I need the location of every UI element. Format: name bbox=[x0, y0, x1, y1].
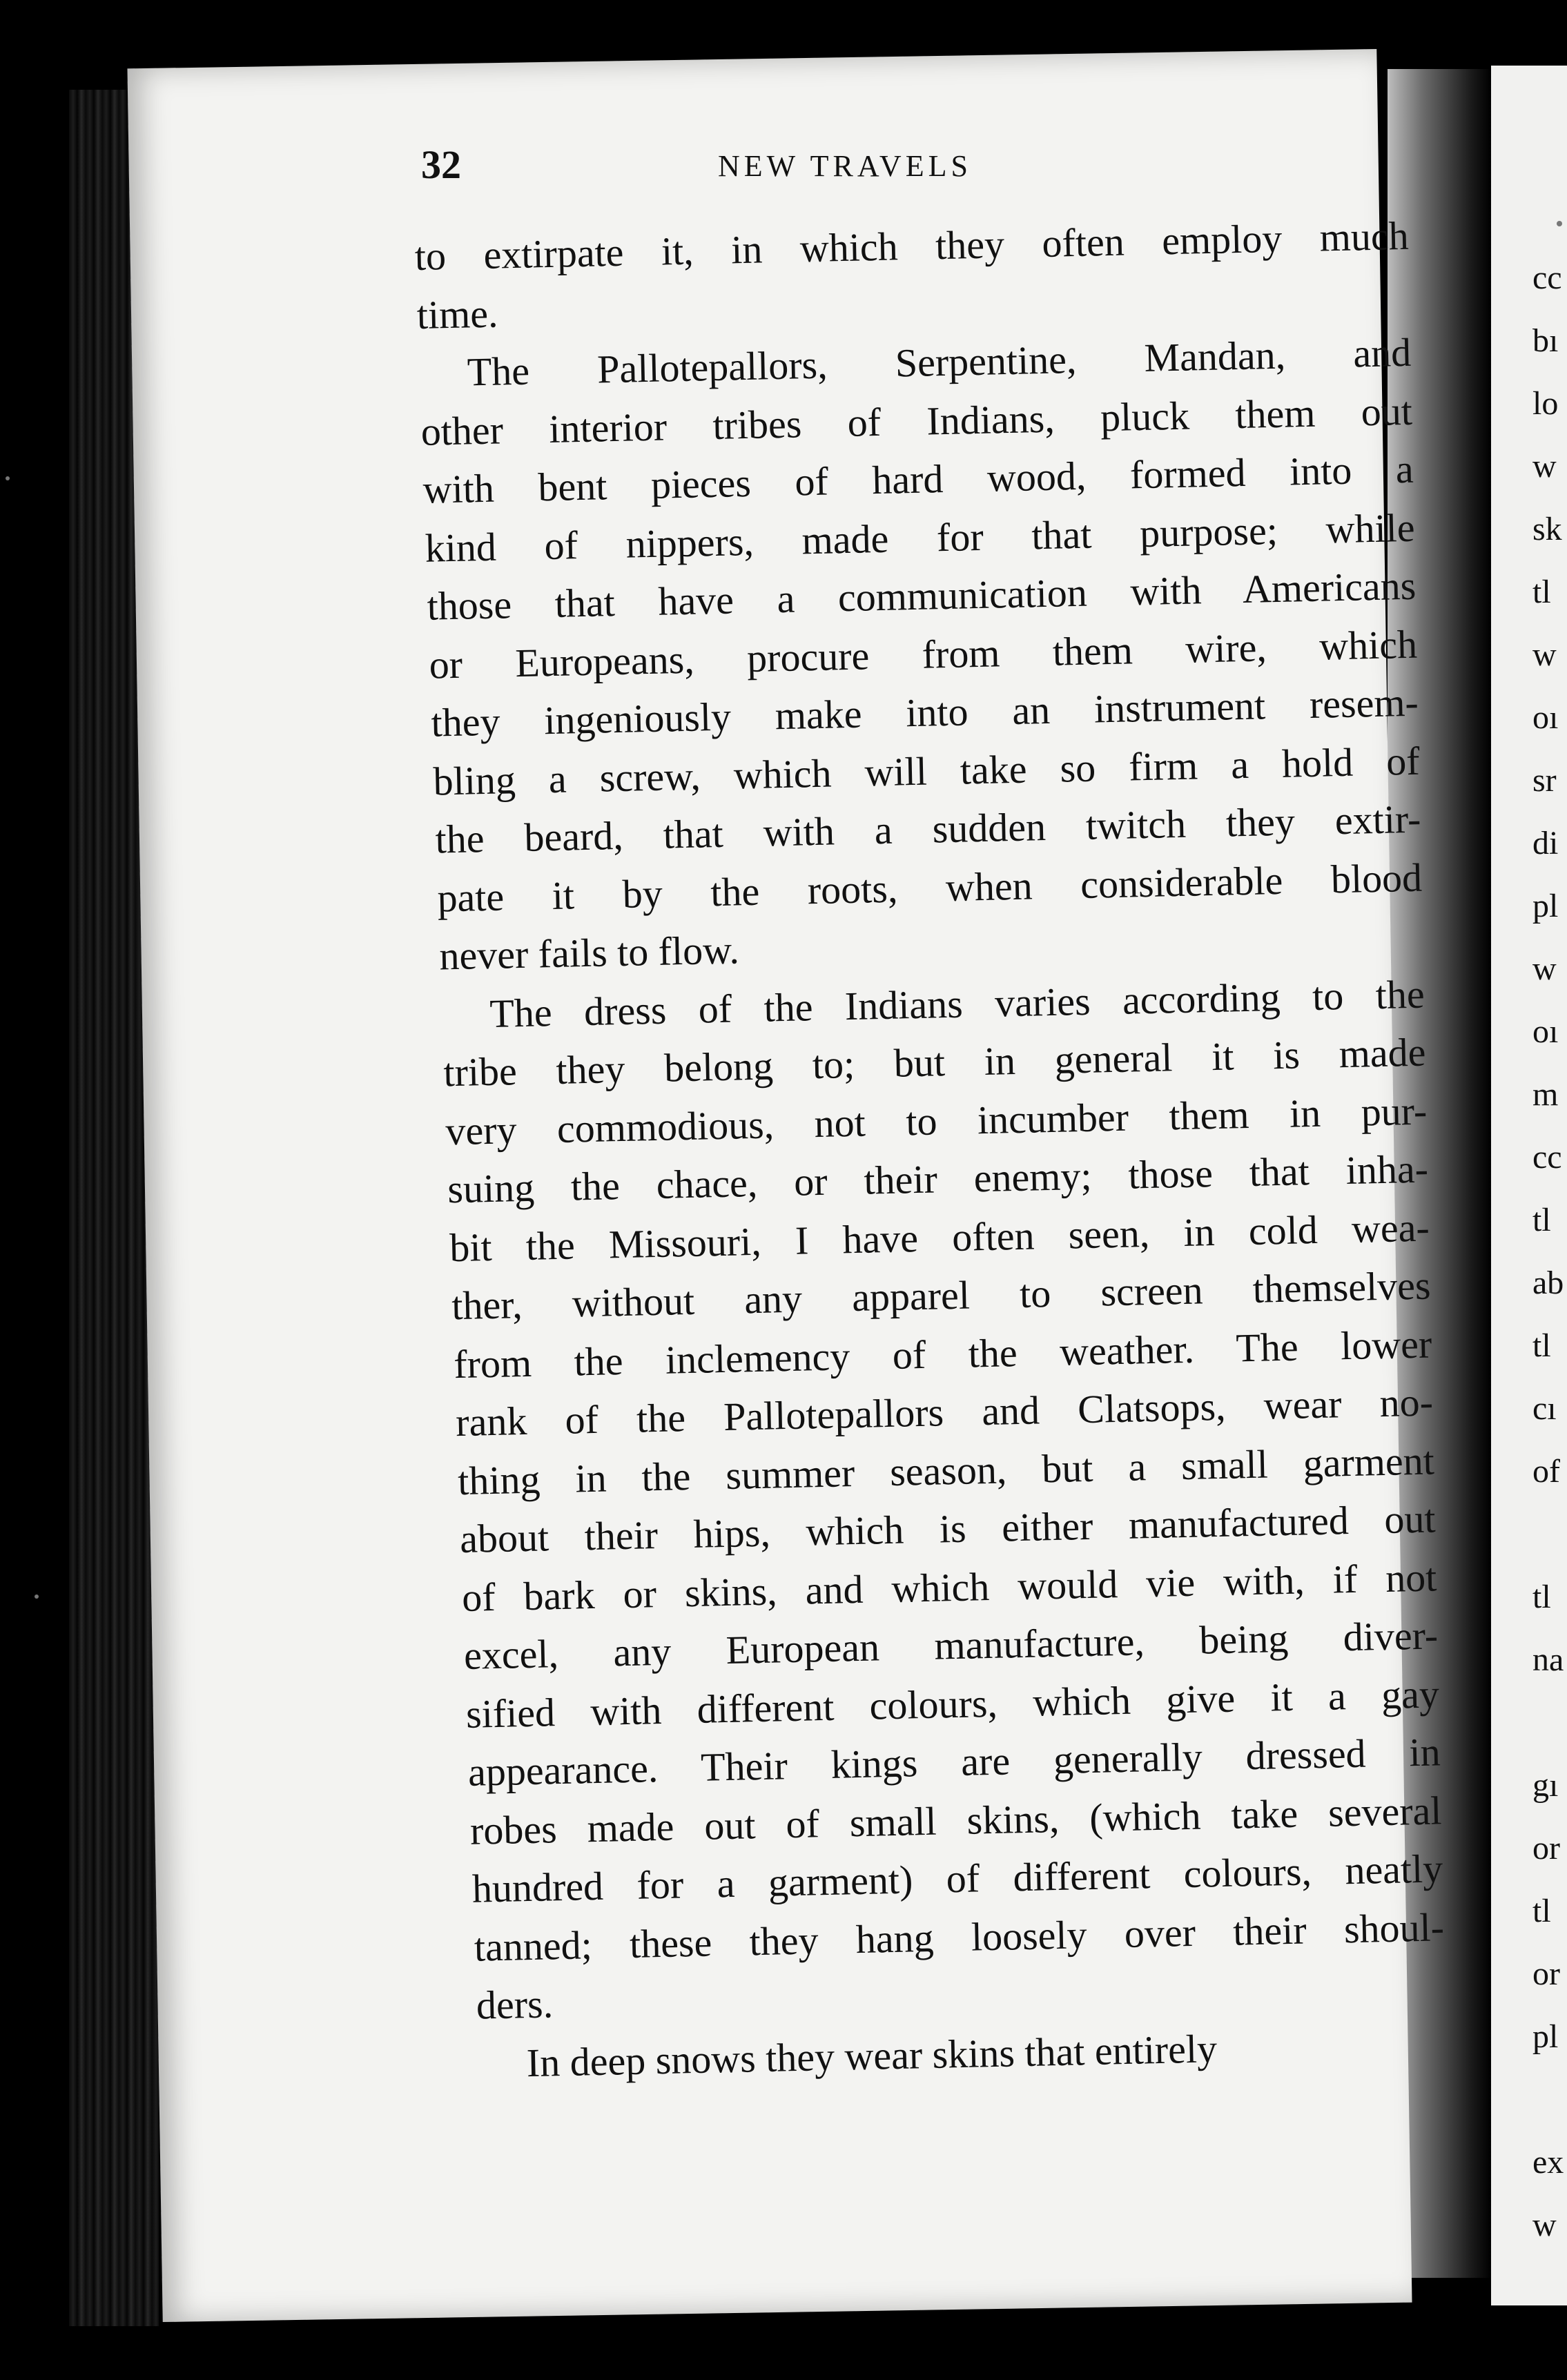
text-line: tanned; these they hang loosely over their shoul- bbox=[474, 1904, 1445, 1970]
facing-page-fragment: ex bbox=[1532, 2144, 1564, 2181]
facing-page-fragment: oı bbox=[1532, 699, 1559, 736]
text-line: other interior tribes of Indians, pluck them out bbox=[420, 388, 1413, 454]
text-line: time. bbox=[416, 290, 499, 338]
facing-page-fragment: pl bbox=[1532, 888, 1559, 924]
text-line: In deep snows they wear skins that entirely bbox=[526, 2025, 1218, 2085]
facing-page-fragment: sr bbox=[1532, 762, 1557, 799]
facing-page-fragment: cc bbox=[1532, 260, 1562, 296]
text-line: bit the Missouri, I have often seen, in cold wea- bbox=[449, 1204, 1430, 1270]
running-head: NEW TRAVELS bbox=[718, 149, 972, 183]
text-line: The Pallotepallors, Serpentine, Mandan, and bbox=[467, 329, 1412, 395]
text-line: from the inclemency of the weather. The lower bbox=[453, 1320, 1432, 1387]
facing-page-fragment: gı bbox=[1532, 1767, 1559, 1804]
facing-page-fragment: w bbox=[1532, 636, 1557, 673]
facing-page bbox=[1491, 66, 1567, 2305]
text-line: with bent pieces of hard wood, formed into a bbox=[422, 446, 1414, 512]
paper-speck bbox=[1557, 221, 1562, 226]
facing-page-fragment: cc bbox=[1532, 1139, 1562, 1176]
text-line: to extirpate it, in which they often employ much bbox=[414, 213, 1410, 279]
facing-page-fragment: tl bbox=[1532, 574, 1551, 610]
text-line: the beard, that with a sudden twitch they extir- bbox=[434, 796, 1421, 862]
facing-page-fragment: oı bbox=[1532, 1013, 1559, 1050]
text-line: ther, without any apparel to screen themselves bbox=[451, 1262, 1432, 1329]
facing-page-fragment: w bbox=[1532, 950, 1557, 987]
text-line: sified with different colours, which give it a gay bbox=[465, 1670, 1440, 1737]
text-line: those that have a communication with Americans bbox=[426, 563, 1417, 629]
facing-page-fragment: m bbox=[1532, 1076, 1559, 1113]
text-line: ders. bbox=[476, 1981, 554, 2028]
text-line: never fails to flow. bbox=[438, 927, 740, 979]
text-line: kind of nippers, made for that purpose; while bbox=[425, 505, 1416, 571]
facing-page-fragment: bı bbox=[1532, 322, 1559, 359]
facing-page-fragment: pl bbox=[1532, 2018, 1559, 2055]
facing-page-fragment: or bbox=[1532, 1830, 1560, 1866]
text-line: robes made out of small skins, (which take several bbox=[469, 1787, 1443, 1853]
facing-page-fragment: or bbox=[1532, 1955, 1560, 1992]
text-line: hundred for a garment) of different colours, neatly bbox=[471, 1846, 1443, 1911]
facing-page-fragment: tl bbox=[1532, 1327, 1551, 1364]
facing-page-fragment: sk bbox=[1532, 511, 1562, 547]
text-line: about their hips, which is either manufactured out bbox=[459, 1496, 1437, 1562]
facing-page-fragment: di bbox=[1532, 825, 1559, 861]
facing-page-fragment: tl bbox=[1532, 1893, 1551, 1929]
facing-page-fragment: ab bbox=[1532, 1265, 1564, 1301]
text-line: bling a screw, which will take so firm a hold of bbox=[432, 738, 1421, 804]
facing-page-fragment: of bbox=[1532, 1453, 1560, 1490]
page-number: 32 bbox=[421, 142, 461, 187]
text-line: excel, any European manufacture, being diver- bbox=[463, 1612, 1439, 1678]
text-line: very commodious, not to incumber them in pur- bbox=[445, 1088, 1428, 1153]
paper-speck bbox=[6, 476, 10, 480]
text-line: they ingeniously make into an instrument resem- bbox=[430, 679, 1419, 745]
facing-page-fragment: cı bbox=[1532, 1390, 1557, 1427]
text-line: tribe they belong to; but in general it is made bbox=[442, 1029, 1427, 1095]
body-text bbox=[414, 207, 1447, 2094]
text-line: of bark or skins, and which would vie with, if not bbox=[461, 1554, 1437, 1620]
text-line: rank of the Pallotepallors and Clatsops, wear no- bbox=[455, 1379, 1434, 1445]
facing-page-fragment: na bbox=[1532, 1641, 1564, 1678]
text-line: suing the chace, or their enemy; those that inha- bbox=[447, 1146, 1429, 1212]
text-line: pate it by the roots, when considerable blood bbox=[436, 855, 1423, 921]
facing-page-fragment: w bbox=[1532, 448, 1557, 485]
facing-page-fragment: lo bbox=[1532, 385, 1559, 422]
page-header bbox=[290, 142, 1298, 204]
text-line: thing in the summer season, but a small garment bbox=[457, 1437, 1435, 1503]
text-line: appearance. Their kings are generally dressed in bbox=[467, 1729, 1441, 1795]
facing-page-fragment: tl bbox=[1532, 1579, 1551, 1615]
paper-speck bbox=[35, 1594, 39, 1599]
facing-page-fragment: tl bbox=[1532, 1202, 1551, 1238]
text-line: or Europeans, procure from them wire, which bbox=[428, 621, 1418, 687]
facing-page-fragment: w bbox=[1532, 2207, 1557, 2243]
text-line: The dress of the Indians varies according to the bbox=[489, 971, 1425, 1036]
